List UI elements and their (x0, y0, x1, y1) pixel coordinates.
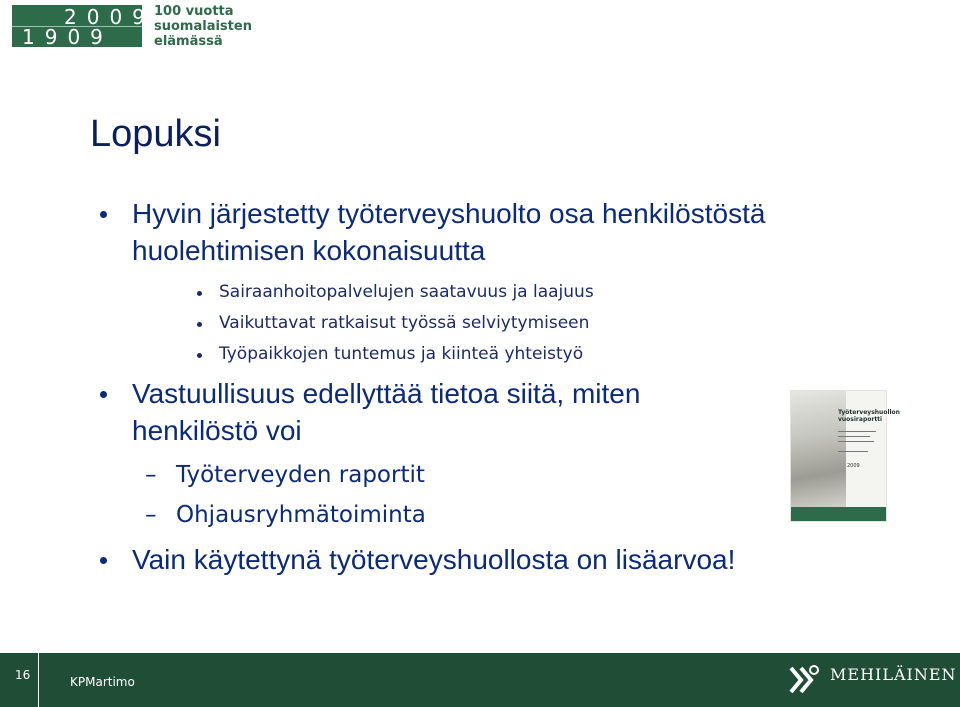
cover-text-line (838, 441, 874, 442)
tagline-line: suomalaisten (154, 19, 252, 34)
cover-title-line: Työterveyshuollon (838, 409, 900, 416)
bullet-text: Vain käytettynä työterveyshuollosta on lisäarvoa! (132, 544, 736, 575)
bullet-dot-icon (100, 391, 107, 398)
brand-logo-text: MEHILÄINEN (830, 665, 957, 684)
dash-text: Ohjausryhmätoiminta (176, 502, 426, 528)
slide-title: Lopuksi (90, 113, 221, 155)
cover-title-line: vuosiraportti (838, 416, 883, 423)
cover-text-line (838, 431, 876, 432)
bullet-text: Hyvin järjestetty työterveyshuolto osa henkilöstöstä (132, 198, 766, 229)
cover-year: 2009 (847, 463, 860, 469)
mehilainen-mark-icon (787, 660, 823, 700)
logo-year-top: 2009 (64, 5, 155, 29)
cover-title (838, 409, 900, 423)
page-number: 16 (15, 668, 31, 682)
bullet-text-continued: henkilöstö voi (132, 415, 302, 446)
tagline-line: elämässä (154, 34, 223, 49)
sub-bullet-text: Vaikuttavat ratkaisut työssä selviytymiseen (219, 313, 590, 333)
footer-divider (38, 653, 39, 707)
dash-marker: – (145, 462, 157, 488)
sub-bullet-dot-icon (197, 353, 202, 358)
bullet-dot-icon (100, 557, 107, 564)
centenary-logo (12, 5, 155, 49)
dash-text: Työterveyden raportit (176, 462, 425, 488)
sub-bullet-text: Työpaikkojen tuntemus ja kiinteä yhteistyö (219, 344, 584, 364)
cover-text-line (838, 436, 870, 437)
tagline-line: 100 vuotta (154, 4, 234, 19)
cover-text-line (838, 451, 868, 452)
sub-bullet-text: Sairaanhoitopalvelujen saatavuus ja laajuus (219, 282, 594, 302)
report-cover-image (790, 390, 900, 522)
dash-marker: – (145, 502, 157, 528)
bullet-text-continued: huolehtimisen kokonaisuutta (132, 235, 486, 266)
author-name: KPMartimo (70, 675, 135, 689)
sub-bullet-dot-icon (197, 291, 202, 296)
bullet-text: Vastuullisuus edellyttää tietoa siitä, miten (132, 378, 641, 409)
cover-footer-band (791, 507, 886, 521)
sub-bullet-dot-icon (197, 322, 202, 327)
bullet-dot-icon (100, 211, 107, 218)
logo-year-bottom: 1909 (22, 25, 113, 49)
footer-bar (0, 653, 960, 707)
logo-tagline (154, 4, 252, 49)
